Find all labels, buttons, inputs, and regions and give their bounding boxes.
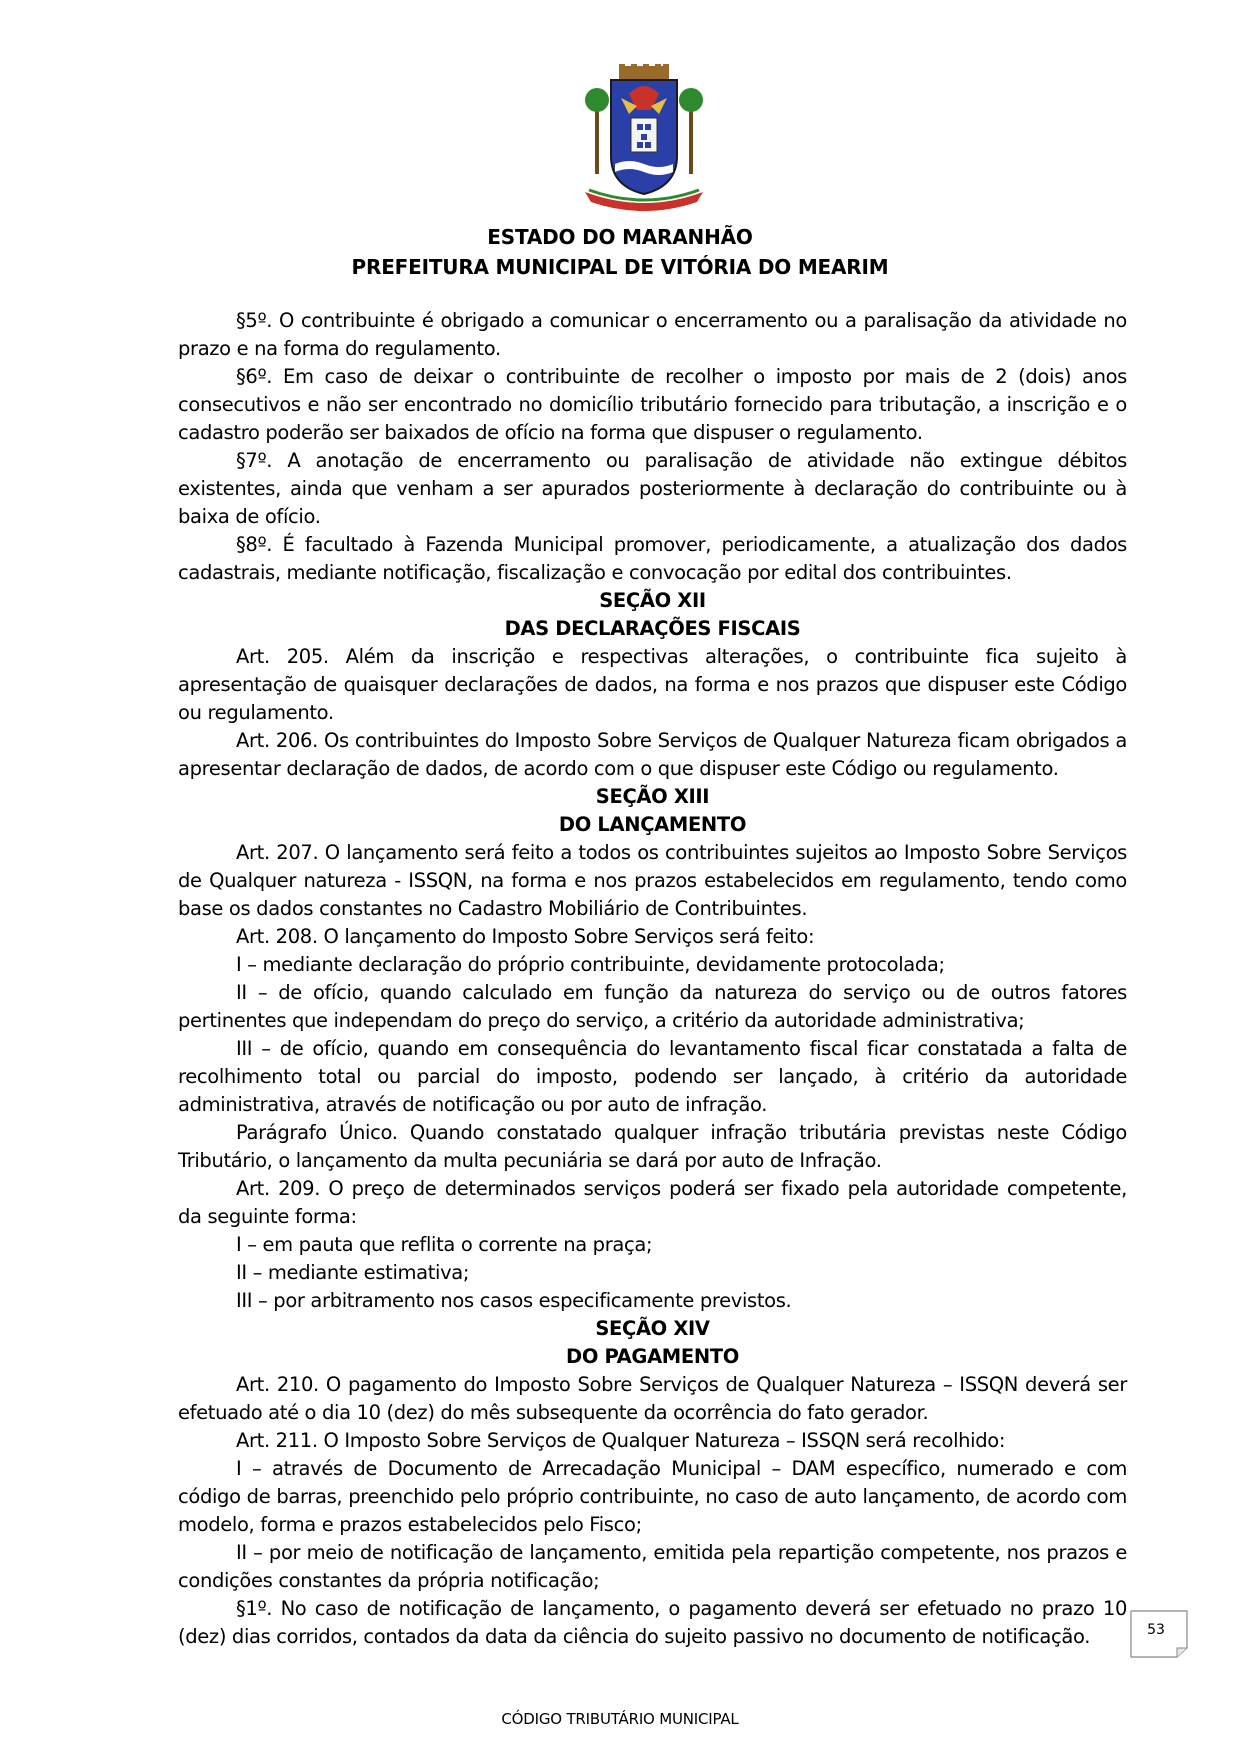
paragraph: §5º. O contribuinte é obrigado a comunicar o encerramento ou a paralisação da atividade no prazo e na forma do regulamento. [178, 309, 1127, 360]
paragraph: I – mediante declaração do próprio contribuinte, devidamente protocolada; [236, 953, 945, 976]
paragraph: Art. 207. O lançamento será feito a todos os contribuintes sujeitos ao Imposto Sobre Serviços de Qualquer natureza - ISSQN, na forma e nos prazos estabelecidos em regulamento, tendo como base os dados constantes no Cadastro Mobiliário de Contribuintes. [178, 841, 1127, 920]
paragraph: II – por meio de notificação de lançamento, emitida pela repartição competente, nos prazos e condições constantes da própria notificação; [178, 1541, 1127, 1592]
paragraph: Art. 211. O Imposto Sobre Serviços de Qualquer Natureza – ISSQN será recolhido: [236, 1429, 1006, 1452]
paragraph: I – através de Documento de Arrecadação Municipal – DAM específico, numerado e com código de barras, preenchido pelo próprio contribuinte, no caso de auto lançamento, de acordo com modelo, forma e prazos estabelecidos pelo Fisco; [178, 1457, 1127, 1536]
paragraph: II – mediante estimativa; [236, 1261, 470, 1284]
paragraph: §7º. A anotação de encerramento ou paralisação de atividade não extingue débitos existentes, ainda que venham a ser apurados posteriormente à declaração do contribuinte ou à baixa de ofício. [178, 449, 1127, 528]
paragraph: Art. 209. O preço de determinados serviços poderá ser fixado pela autoridade competente, da seguinte forma: [178, 1177, 1127, 1228]
section-heading: DAS DECLARAÇÕES FISCAIS [504, 617, 801, 640]
document-footer: CÓDIGO TRIBUTÁRIO MUNICIPAL [501, 1710, 739, 1728]
paragraph: Art. 210. O pagamento do Imposto Sobre Serviços de Qualquer Natureza – ISSQN deverá ser efetuado até o dia 10 (dez) do mês subsequente da ocorrência do fato gerador. [178, 1373, 1127, 1424]
section-heading: DO PAGAMENTO [566, 1345, 739, 1368]
paragraph: Parágrafo Único. Quando constatado qualquer infração tributária previstas neste Código Tributário, o lançamento da multa pecuniária se dará por auto de Infração. [178, 1121, 1127, 1172]
paragraph: Art. 205. Além da inscrição e respectivas alterações, o contribuinte fica sujeito à apresentação de quaisquer declarações de dados, na forma e nos prazos que dispuser este Código ou regulamento. [178, 645, 1127, 724]
paragraph: §8º. É facultado à Fazenda Municipal promover, periodicamente, a atualização dos dados cadastrais, mediante notificação, fiscalização e convocação por edital dos contribuintes. [178, 533, 1127, 584]
paragraph: §6º. Em caso de deixar o contribuinte de recolher o imposto por mais de 2 (dois) anos consecutivos e não ser encontrado no domicílio tributário fornecido para tributação, a inscrição e o cadastro poderão ser baixados de ofício na forma que dispuser o regulamento. [178, 365, 1127, 444]
section-heading: SEÇÃO XIV [595, 1317, 710, 1340]
paragraph: III – de ofício, quando em consequência do levantamento fiscal ficar constatada a falta de recolhimento total ou parcial do imposto, podendo ser lançado, à critério da autoridade administrativa, através de notificação ou por auto de infração. [178, 1037, 1127, 1116]
section-heading: SEÇÃO XII [599, 589, 706, 612]
page-number: 53 [1147, 1622, 1165, 1638]
municipality-heading: PREFEITURA MUNICIPAL DE VITÓRIA DO MEARIM [351, 255, 889, 279]
document-body [178, 307, 1127, 1651]
state-heading: ESTADO DO MARANHÃO [487, 225, 753, 249]
paragraph: II – de ofício, quando calculado em função da natureza do serviço ou de outros fatores pertinentes que independam do preço do serviço, a critério da autoridade administrativa; [178, 981, 1127, 1032]
paragraph: §1º. No caso de notificação de lançamento, o pagamento deverá ser efetuado no prazo 10 (dez) dias corridos, contados da data da ciência do sujeito passivo no documento de notificação. [178, 1597, 1127, 1648]
paragraph: Art. 206. Os contribuintes do Imposto Sobre Serviços de Qualquer Natureza ficam obrigados a apresentar declaração de dados, de acordo com o que dispuser este Código ou regulamento. [178, 729, 1127, 780]
municipal-coat-of-arms-icon [581, 64, 707, 214]
section-heading: DO LANÇAMENTO [558, 813, 747, 836]
paragraph: I – em pauta que reflita o corrente na praça; [236, 1233, 653, 1256]
section-heading: SEÇÃO XIII [595, 785, 710, 808]
paragraph: III – por arbitramento nos casos especificamente previstos. [236, 1289, 792, 1312]
paragraph: Art. 208. O lançamento do Imposto Sobre Serviços será feito: [236, 925, 815, 948]
